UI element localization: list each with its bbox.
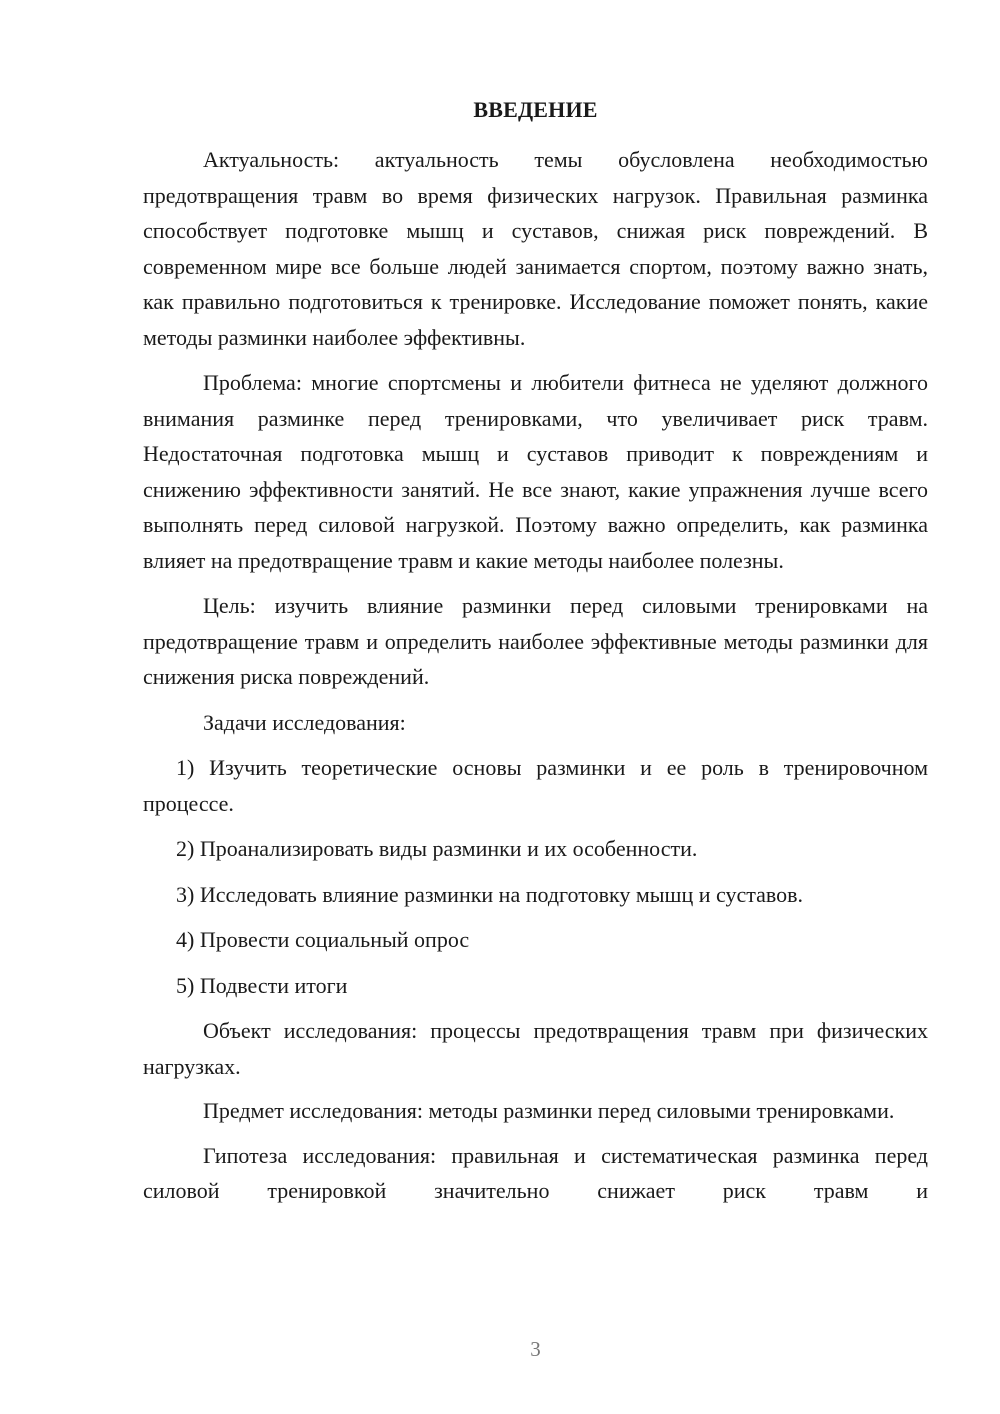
task-item: 3) Исследовать влияние разминки на подготовку мышц и суставов. (176, 881, 804, 907)
document-body (143, 142, 928, 1209)
task-item: 5) Подвести итоги (176, 972, 348, 998)
paragraph-subject: Предмет исследования: методы разминки перед силовыми тренировками. (203, 1098, 895, 1123)
document-page (143, 0, 928, 1414)
task-item: 4) Провести социальный опрос (176, 927, 470, 952)
section-title: ВВЕДЕНИЕ (473, 97, 598, 122)
task-item: 1) Изучить теоретические основы разминки и ее роль в тренировочном процессе. (143, 755, 928, 816)
paragraph-problem: Проблема: многие спортсмены и любители фитнеса не уделяют должного внимания разминке перед тренировками, что увеличивает риск травм. Недостаточная подготовка мышц и суставов приводит к повреждениям и снижению эффективности занятий. Не все знают, какие упражнения лучше всего выполнять перед силовой нагрузкой. Поэтому важно определить, как разминка влияет на предотвращение травм и какие методы наиболее полезны. (143, 370, 928, 573)
paragraph-goal: Цель: изучить влияние разминки перед силовыми тренировками на предотвращение травм и определить наиболее эффективные методы разминки для снижения риска повреждений. (143, 593, 928, 689)
page-number: 3 (530, 1337, 541, 1361)
paragraph-relevance: Актуальность: актуальность темы обусловлена необходимостью предотвращения травм во время физических нагрузок. Правильная разминка способствует подготовке мышц и суставов, снижая риск повреждений. В современном мире все больше людей занимается спортом, поэтому важно знать, как правильно подготовиться к тренировке. Исследование поможет понять, какие методы разминки наиболее эффективны. (143, 147, 928, 350)
paragraph-hypothesis: Гипотеза исследования: правильная и систематическая разминка перед силовой тренировкой значительно снижает риск травм и (143, 1142, 928, 1203)
paragraph-hypothesis-clip (143, 1138, 928, 1209)
task-item: 2) Проанализировать виды разминки и их особенности. (176, 836, 698, 861)
paragraph-tasks-heading: Задачи исследования: (203, 709, 406, 735)
paragraph-object: Объект исследования: процессы предотвращения травм при физических нагрузках. (143, 1018, 928, 1079)
